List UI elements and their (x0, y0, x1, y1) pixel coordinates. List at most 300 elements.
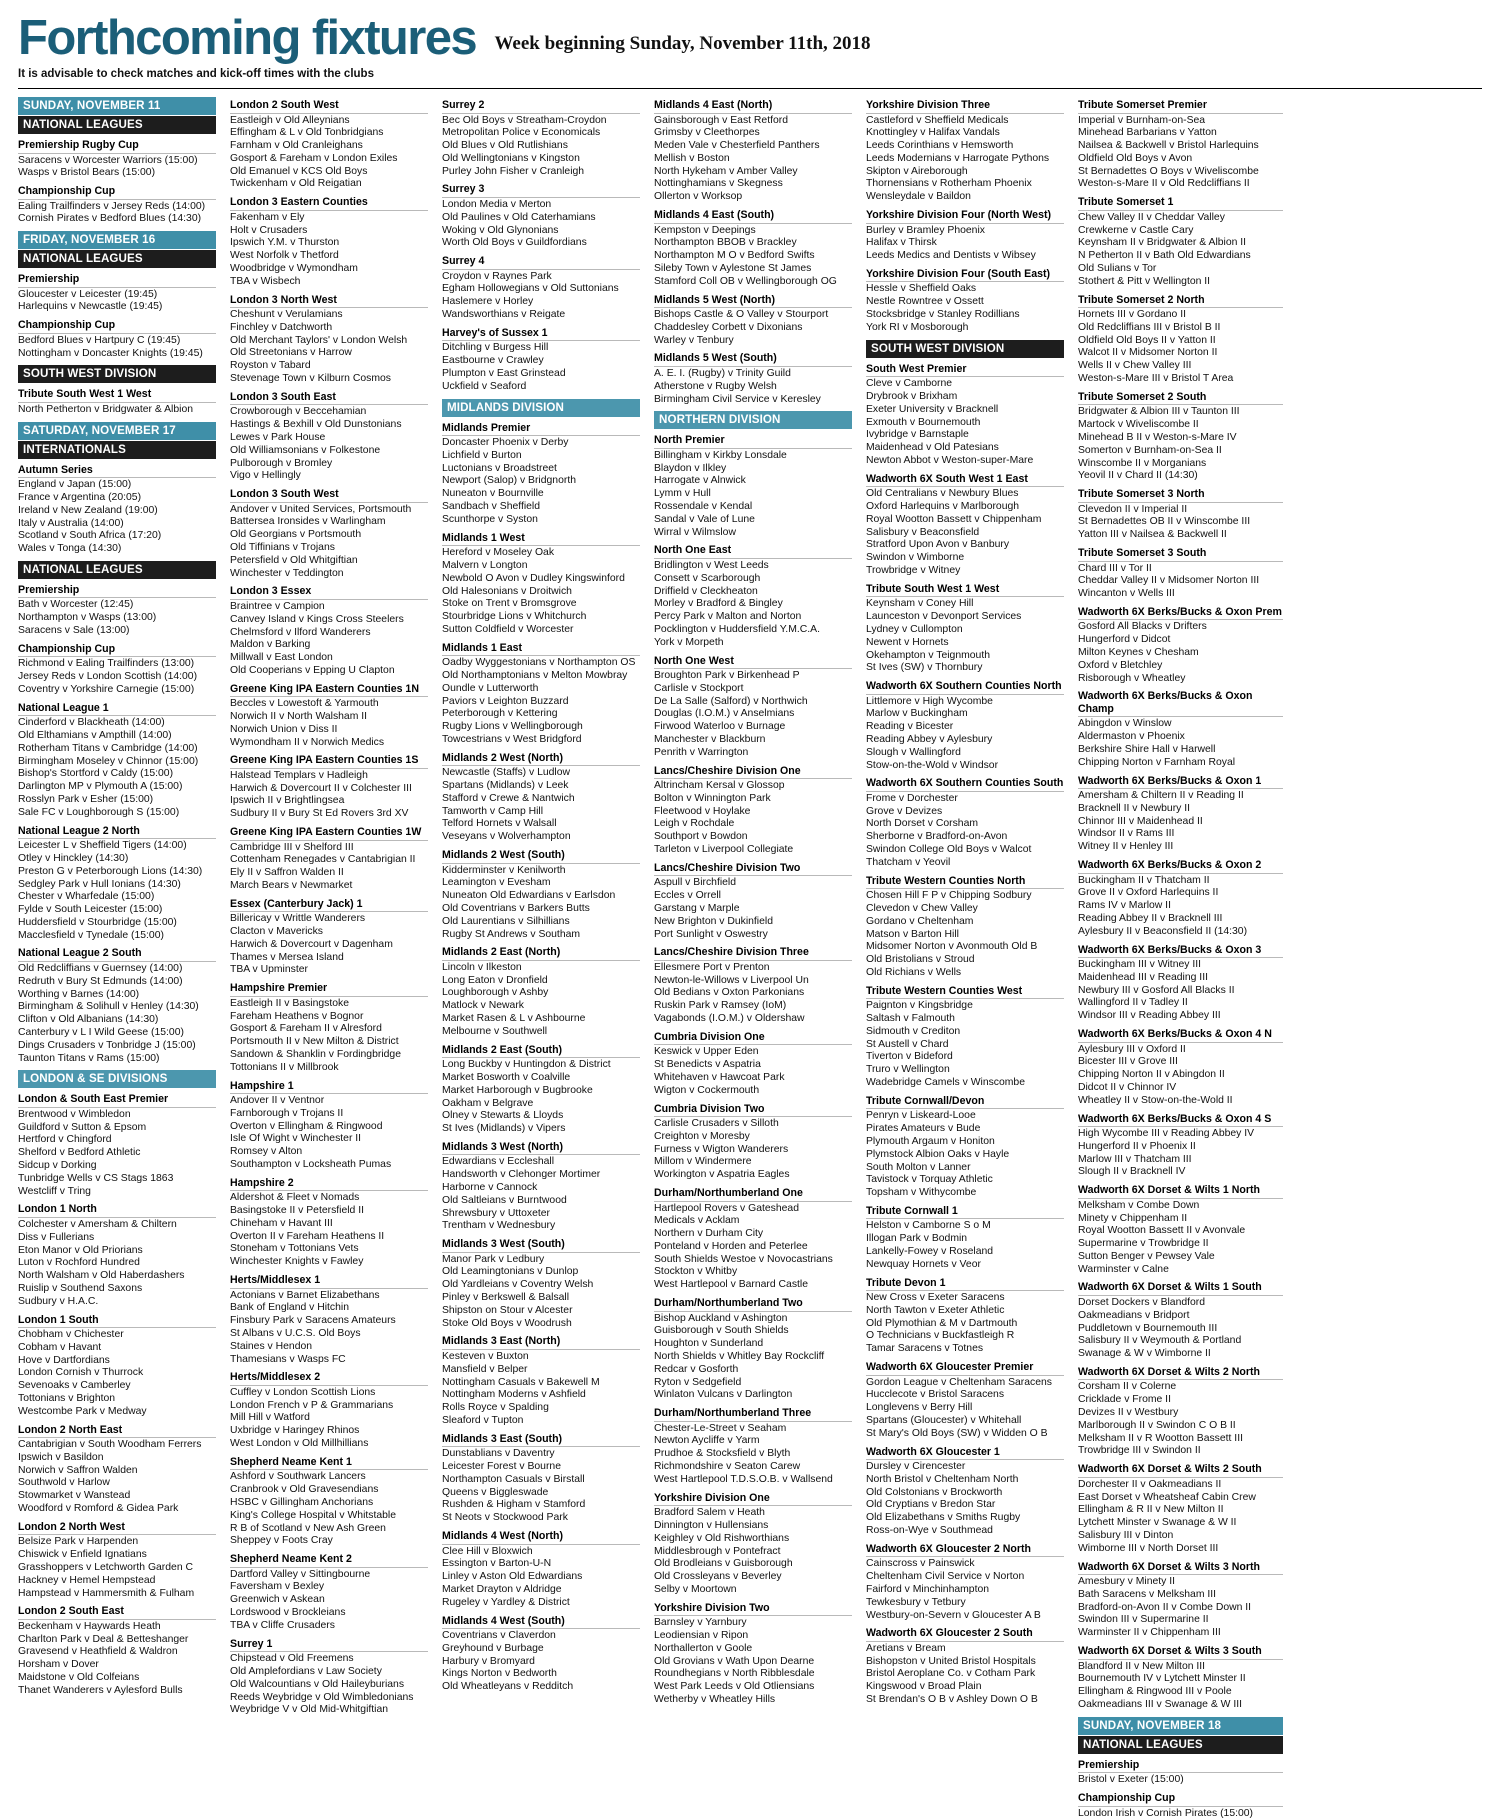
fixture-item: Dursley v Cirencester (866, 1461, 1064, 1474)
fixture-item: Stourbridge Lions v Whitchurch (442, 611, 640, 624)
fixture-item: Royston v Tabard (230, 360, 428, 373)
fixture-item: Risborough v Wheatley (1078, 673, 1283, 686)
fixture-item: North Walsham v Old Haberdashers (18, 1270, 216, 1283)
fixture-item: Kings Norton v Bedworth (442, 1668, 640, 1681)
fixture-item: Puddletown v Bournemouth III (1078, 1323, 1283, 1336)
fixture-item: Old Walcountians v Old Haileyburians (230, 1679, 428, 1692)
league-divider (654, 778, 852, 779)
fixture-item: Newton Aycliffe v Yarm (654, 1435, 852, 1448)
fixture-item: Old Wheatleyans v Redditch (442, 1681, 640, 1694)
fixture-list (654, 560, 852, 650)
league-divider (654, 1201, 852, 1202)
fixture-item: Plymouth Argaum v Honiton (866, 1136, 1064, 1149)
fixture-list (654, 115, 852, 205)
fixture-item: Portsmouth II v New Milton & District (230, 1036, 428, 1049)
fixture-item: Uckfield v Seaford (442, 381, 640, 394)
fixture-item: Harwich & Dovercourt v Dagenham (230, 939, 428, 952)
fixture-list (442, 115, 640, 179)
league-heading: London 1 South (18, 1314, 216, 1327)
fixture-item: Nottingham Moderns v Ashfield (442, 1389, 640, 1402)
fixture-item: Rams IV v Marlow II (1078, 900, 1283, 913)
fixture-item: Roundhegians v North Ribblesdale (654, 1668, 852, 1681)
fixture-list (866, 115, 1064, 205)
league-heading: Herts/Middlesex 1 (230, 1274, 428, 1287)
fixture-list (866, 890, 1064, 980)
fixture-item: Richmondshire v Seaton Carew (654, 1461, 852, 1474)
fixture-item: Newton-le-Willows v Liverpool Un (654, 975, 852, 988)
league-heading: Tribute Somerset 2 South (1078, 391, 1283, 404)
fixture-item: Garstang v Marple (654, 903, 852, 916)
fixture-item: Harlequins v Newcastle (19:45) (18, 301, 216, 314)
fixture-item: Milton Keynes v Chesham (1078, 647, 1283, 660)
fixture-item: Old Streetonians v Harrow (230, 347, 428, 360)
fixture-item: Dinnington v Hullensians (654, 1520, 852, 1533)
league-heading: Wadworth 6X Gloucester 1 (866, 1446, 1064, 1459)
fixture-item: Stevenage Town v Kilburn Cosmos (230, 373, 428, 386)
league-divider (230, 113, 428, 114)
fixture-item: Salisbury v Beaconsfield (866, 527, 1064, 540)
fixture-item: Thanet Wanderers v Aylesford Bulls (18, 1685, 216, 1698)
league-divider (18, 1619, 216, 1620)
fixture-item: Hackney v Hemel Hempstead (18, 1575, 216, 1588)
league-divider (18, 1437, 216, 1438)
league-divider (866, 694, 1064, 695)
fixture-item: Chipping Norton II v Abingdon II (1078, 1069, 1283, 1082)
fixture-list (654, 1617, 852, 1707)
fixture-item: Gainsborough v East Retford (654, 115, 852, 128)
fixture-item: Sidmouth v Crediton (866, 1026, 1064, 1039)
fixture-item: Nuneaton Old Edwardians v Earlsdon (442, 890, 640, 903)
fixture-item: Old Northamptonians v Melton Mowbray (442, 670, 640, 683)
fixture-list (654, 962, 852, 1026)
fixture-item: Ireland v New Zealand (19:00) (18, 505, 216, 518)
league-divider (866, 1556, 1064, 1557)
league-divider (18, 715, 216, 716)
fixture-item: Birmingham Moseley v Chinnor (15:00) (18, 756, 216, 769)
fixture-item: Petersfield v Old Whitgiftian (230, 555, 428, 568)
fixture-item: New Cross v Exeter Saracens (866, 1292, 1064, 1305)
fixture-item: Northampton M O v Bedford Swifts (654, 250, 852, 263)
league-heading: Surrey 4 (442, 255, 640, 268)
league-divider (1078, 1574, 1283, 1575)
fixture-item: Swindon v Wimborne (866, 552, 1064, 565)
fixture-item: Old Laurentians v Silhillians (442, 916, 640, 929)
fixture-item: Cuffley v London Scottish Lions (230, 1387, 428, 1400)
fixture-item: Jersey Reds v London Scottish (14:00) (18, 671, 216, 684)
fixture-item: Harrogate v Alnwick (654, 475, 852, 488)
fixture-list (1078, 875, 1283, 939)
fixture-item: Cantabrigian v South Woodham Ferrers (18, 1439, 216, 1452)
fixture-item: Warminster v Calne (1078, 1264, 1283, 1277)
fixtures-column (1078, 97, 1283, 1820)
fixture-item: Marlow III v Thatcham III (1078, 1154, 1283, 1167)
fixture-item: Wetherby v Wheatley Hills (654, 1694, 852, 1707)
fixture-list (18, 335, 216, 361)
fixture-item: Uxbridge v Haringey Rhinos (230, 1425, 428, 1438)
section-header-bar: NATIONAL LEAGUES (18, 561, 216, 579)
fixture-item: Ruskin Park v Ramsey (IoM) (654, 1000, 852, 1013)
fixture-item: Kidderminster v Kenilworth (442, 865, 640, 878)
fixture-item: Chester v Wharfedale (15:00) (18, 891, 216, 904)
fixture-item: Redcar v Gosforth (654, 1364, 852, 1377)
fixture-item: Chew Valley II v Cheddar Valley (1078, 212, 1283, 225)
fixture-item: Leamington v Evesham (442, 877, 640, 890)
fixture-item: Buckingham II v Thatcham II (1078, 875, 1283, 888)
fixture-item: Salisbury III v Dinton (1078, 1530, 1283, 1543)
fixture-item: Cinderford v Blackheath (14:00) (18, 717, 216, 730)
fixture-item: Trowbridge v Witney (866, 565, 1064, 578)
fixture-list (230, 698, 428, 749)
fixture-item: Rugby St Andrews v Southam (442, 929, 640, 942)
fixture-item: Dunstablians v Daventry (442, 1448, 640, 1461)
league-divider (866, 888, 1064, 889)
fixture-list (866, 1461, 1064, 1538)
fixture-item: Farnborough v Trojans II (230, 1108, 428, 1121)
league-heading: Essex (Canterbury Jack) 1 (230, 898, 428, 911)
fixture-list (1078, 1044, 1283, 1108)
fixture-list (230, 1095, 428, 1172)
fixture-item: Fairford v Minchinhampton (866, 1584, 1064, 1597)
fixture-item: Houghton v Sunderland (654, 1338, 852, 1351)
league-divider (230, 696, 428, 697)
league-heading: Wadworth 6X Berks/Bucks & Oxon 1 (1078, 775, 1283, 788)
fixture-item: Beccles v Lowestoft & Yarmouth (230, 698, 428, 711)
league-heading: Lancs/Cheshire Division Three (654, 946, 852, 959)
fixture-item: Walcot II v Midsomer Norton II (1078, 347, 1283, 360)
fixture-list (866, 1000, 1064, 1090)
fixture-item: Cottenham Renegades v Cantabrigian II (230, 854, 428, 867)
league-heading: North Premier (654, 434, 852, 447)
fixture-list (18, 1109, 216, 1199)
fixture-item: East Dorset v Wheatsheaf Cabin Crew (1078, 1492, 1283, 1505)
fixture-item: Preston G v Peterborough Lions (14:30) (18, 866, 216, 879)
league-divider (18, 333, 216, 334)
fixture-item: Norwich II v North Walsham II (230, 711, 428, 724)
fixture-list (18, 599, 216, 637)
masthead-note: It is advisable to check matches and kick-off times with the clubs (18, 68, 1482, 80)
fixture-item: Wigton v Cockermouth (654, 1085, 852, 1098)
league-divider (654, 448, 852, 449)
league-heading: Tribute Somerset 1 (1078, 196, 1283, 209)
fixture-item: Greyhound v Burbage (442, 1643, 640, 1656)
fixture-item: North Dorset v Corsham (866, 818, 1064, 831)
fixture-item: Queens v Biggleswade (442, 1487, 640, 1500)
fixture-item: Clacton v Mavericks (230, 926, 428, 939)
fixture-item: Frome v Dorchester (866, 793, 1064, 806)
fixture-list (442, 199, 640, 250)
fixture-item: Loughborough v Ashby (442, 987, 640, 1000)
fixture-item: Old Amplefordians v Law Society (230, 1666, 428, 1679)
fixture-list (654, 368, 852, 406)
fixture-item: Southampton v Locksheath Pumas (230, 1159, 428, 1172)
fixture-item: Wandsworthians v Reigate (442, 309, 640, 322)
fixture-list (230, 913, 428, 977)
league-heading: Wadworth 6X Dorset & Wilts 1 South (1078, 1281, 1283, 1294)
fixture-item: North Bristol v Cheltenham North (866, 1474, 1064, 1487)
league-heading: Tribute Somerset 3 North (1078, 488, 1283, 501)
fixture-item: Didcot II v Chinnor IV (1078, 1082, 1283, 1095)
fixture-item: Ellingham & R II v New Milton II (1078, 1504, 1283, 1517)
league-divider (18, 656, 216, 657)
league-heading: Premiership Rugby Cup (18, 139, 216, 152)
fixture-item: Skipton v Aireborough (866, 166, 1064, 179)
fixture-item: Eton Manor v Old Priorians (18, 1245, 216, 1258)
fixture-item: Newbury III v Gosford All Blacks II (1078, 985, 1283, 998)
fixture-item: North Hykeham v Amber Valley (654, 166, 852, 179)
fixture-item: Woodford v Romford & Gidea Park (18, 1503, 216, 1516)
fixture-item: Ely II v Saffron Walden II (230, 867, 428, 880)
fixture-item: Wimborne III v North Dorset III (1078, 1543, 1283, 1556)
fixture-item: Aspull v Birchfield (654, 877, 852, 890)
league-heading: Wadworth 6X Berks/Bucks & Oxon Champ (1078, 690, 1283, 715)
league-divider (1078, 113, 1283, 114)
fixture-item: Chard III v Tor II (1078, 563, 1283, 576)
fixture-list (442, 865, 640, 942)
fixture-item: Woodbridge v Wymondham (230, 263, 428, 276)
fixture-item: Chiswick v Enfield Ignatians (18, 1549, 216, 1562)
fixture-list (18, 963, 216, 1065)
fixture-item: Old Williamsonians v Folkestone (230, 445, 428, 458)
fixture-list (654, 1423, 852, 1487)
fixture-item: Wheatley II v Stow-on-the-Wold II (1078, 1095, 1283, 1108)
fixture-item: Stamford Coll OB v Wellingborough OG (654, 276, 852, 289)
fixture-item: Thamesians v Wasps FC (230, 1354, 428, 1367)
fixture-item: Canvey Island v Kings Cross Steelers (230, 614, 428, 627)
fixture-item: Prudhoe & Stocksfield v Blyth (654, 1448, 852, 1461)
league-divider (1078, 1042, 1283, 1043)
fixture-list (1078, 563, 1283, 601)
fixture-item: Oadby Wyggestonians v Northampton OS (442, 657, 640, 670)
league-heading: Cumbria Division Two (654, 1103, 852, 1116)
fixture-item: Illogan Park v Bodmin (866, 1233, 1064, 1246)
fixture-item: Eastleigh v Old Alleynians (230, 115, 428, 128)
fixture-list (18, 1439, 216, 1516)
fixture-list (442, 547, 640, 637)
fixture-list (1078, 1297, 1283, 1361)
fixture-item: Shipston on Stour v Alcester (442, 1305, 640, 1318)
fixture-item: Matson v Barton Hill (866, 929, 1064, 942)
fixture-item: Morley v Bradford & Bingley (654, 598, 852, 611)
fixture-item: Stoke Old Boys v Woodrush (442, 1318, 640, 1331)
fixture-list (1078, 1381, 1283, 1458)
fixture-item: Tottonians II v Millbrook (230, 1062, 428, 1075)
section-header-bar: NATIONAL LEAGUES (18, 250, 216, 268)
fixture-list (442, 767, 640, 844)
fixture-item: Grimsby v Cleethorpes (654, 127, 852, 140)
fixture-item: Newent v Hornets (866, 637, 1064, 650)
fixture-item: St Brendan's O B v Ashley Down O B (866, 1694, 1064, 1707)
fixture-item: Dartford Valley v Sittingbourne (230, 1569, 428, 1582)
fixture-item: A. E. I. (Rugby) v Trinity Guild (654, 368, 852, 381)
league-divider (1078, 1295, 1283, 1296)
fixture-item: Bishop Auckland v Ashington (654, 1313, 852, 1326)
fixture-list (230, 1192, 428, 1269)
league-heading: Yorkshire Division Four (South East) (866, 268, 1064, 281)
fixture-item: Sudbury II v Bury St Ed Rovers 3rd XV (230, 808, 428, 821)
fixture-item: Yatton III v Nailsea & Backwell II (1078, 529, 1283, 542)
fixture-item: Crewkerne v Castle Cary (1078, 225, 1283, 238)
fixture-item: Old Redcliffians v Guernsey (14:00) (18, 963, 216, 976)
fixture-list (654, 1046, 852, 1097)
fixture-item: Sherborne v Bradford-on-Avon (866, 831, 1064, 844)
fixture-item: Weston-s-Mare III v Bristol T Area (1078, 373, 1283, 386)
fixture-item: Richmond v Ealing Trailfinders (13:00) (18, 658, 216, 671)
league-divider (654, 875, 852, 876)
fixture-item: Marlborough II v Swindon C O B II (1078, 1420, 1283, 1433)
league-divider (1078, 502, 1283, 503)
fixture-item: Norwich Union v Diss II (230, 724, 428, 737)
fixture-item: Old Blues v Old Rutlishians (442, 140, 640, 153)
fixture-item: North Shields v Whitley Bay Rockcliff (654, 1351, 852, 1364)
league-heading: Yorkshire Division One (654, 1492, 852, 1505)
fixture-list (866, 283, 1064, 334)
fixture-item: Warminster II v Chippenham III (1078, 1627, 1283, 1640)
fixture-item: Old Bristolians v Stroud (866, 954, 1064, 967)
section-header-bar: SUNDAY, NOVEMBER 18 (1078, 1717, 1283, 1735)
fixture-item: Actonians v Barnet Elizabethans (230, 1290, 428, 1303)
fixture-item: Bank of England v Hitchin (230, 1302, 428, 1315)
section-header-bar: NATIONAL LEAGUES (18, 116, 216, 134)
fixture-item: Imperial v Burnham-on-Sea (1078, 115, 1283, 128)
fixture-item: Stockton v Whitby (654, 1266, 852, 1279)
fixture-item: Leeds Corinthians v Hemsworth (866, 140, 1064, 153)
fixture-item: Lytchett Minster v Swanage & W II (1078, 1517, 1283, 1530)
fixture-item: Sidcup v Dorking (18, 1160, 216, 1173)
fixture-list (1078, 1200, 1283, 1277)
league-heading: Harvey's of Sussex 1 (442, 327, 640, 340)
fixture-list (654, 1203, 852, 1293)
section-header-bar: SOUTH WEST DIVISION (18, 365, 216, 383)
league-heading: Wadworth 6X Southern Counties South (866, 777, 1064, 790)
league-divider (442, 1628, 640, 1629)
fixture-item: Bishops Castle & O Valley v Stourport (654, 309, 852, 322)
league-heading: Premiership (18, 584, 216, 597)
fixture-item: Worth Old Boys v Guildfordians (442, 237, 640, 250)
fixture-item: Sandal v Vale of Lune (654, 514, 852, 527)
fixture-list (654, 309, 852, 347)
fixture-item: March Bears v Newmarket (230, 880, 428, 893)
fixture-item: Holt v Crusaders (230, 225, 428, 238)
fixture-item: Lankelly-Fowey v Roseland (866, 1246, 1064, 1259)
fixture-item: Swindon III v Supermarine II (1078, 1614, 1283, 1627)
fixture-item: Fakenham v Ely (230, 212, 428, 225)
fixture-item: Bradford-on-Avon II v Combe Down II (1078, 1602, 1283, 1615)
fixture-item: Drybrook v Brixham (866, 391, 1064, 404)
league-heading: Tribute Cornwall/Devon (866, 1095, 1064, 1108)
fixture-item: Percy Park v Malton and Norton (654, 611, 852, 624)
fixture-item: Billingham v Kirkby Lonsdale (654, 450, 852, 463)
league-divider (1078, 210, 1283, 211)
fixture-list (442, 962, 640, 1039)
fixture-item: Old Emanuel v KCS Old Boys (230, 166, 428, 179)
fixture-item: Old Redcliffians III v Bristol B II (1078, 322, 1283, 335)
fixture-item: Stocksbridge v Stanley Rodillians (866, 309, 1064, 322)
fixture-list (1078, 959, 1283, 1023)
league-divider (654, 1421, 852, 1422)
fixture-list (1078, 621, 1283, 685)
fixture-item: Wallingford II v Tadley II (1078, 997, 1283, 1010)
fixture-item: Tavistock v Torquay Athletic (866, 1174, 1064, 1187)
fixture-item: Old Cooperians v Epping U Clapton (230, 665, 428, 678)
fixture-list (866, 696, 1064, 773)
fixture-item: Thames v Mersea Island (230, 952, 428, 965)
fixture-item: Bridgwater & Albion III v Taunton III (1078, 406, 1283, 419)
fixture-item: Coventry v Yorkshire Carnegie (15:00) (18, 684, 216, 697)
fixture-item: Old Sulians v Tor (1078, 263, 1283, 276)
fixture-item: Littlemore v High Wycombe (866, 696, 1064, 709)
fixture-item: N Petherton II v Bath Old Edwardians (1078, 250, 1283, 263)
fixture-item: Bath Saracens v Melksham III (1078, 1589, 1283, 1602)
fixture-list (230, 504, 428, 581)
fixture-list (230, 212, 428, 289)
league-heading: Greene King IPA Eastern Counties 1W (230, 826, 428, 839)
fixture-item: Peterborough v Kettering (442, 708, 640, 721)
fixture-item: Vigo v Hellingly (230, 470, 428, 483)
section-header-bar: NORTHERN DIVISION (654, 411, 852, 429)
fixture-item: Firwood Waterloo v Burnage (654, 721, 852, 734)
fixture-item: Hungerford II v Phoenix II (1078, 1141, 1283, 1154)
league-heading: Durham/Northumberland Three (654, 1407, 852, 1420)
fixture-item: Old Brodleians v Guisborough (654, 1558, 852, 1571)
league-heading: Tribute South West 1 West (18, 388, 216, 401)
fixture-item: Keswick v Upper Eden (654, 1046, 852, 1059)
league-heading: Championship Cup (18, 643, 216, 656)
fixture-list (1078, 1661, 1283, 1712)
fixture-item: Northallerton v Goole (654, 1643, 852, 1656)
fixture-item: Old Elthamians v Ampthill (14:00) (18, 730, 216, 743)
fixture-item: Dorchester II v Oakmeadians II (1078, 1479, 1283, 1492)
fixture-item: O Technicians v Buckfastleigh R (866, 1330, 1064, 1343)
league-heading: North One West (654, 655, 852, 668)
fixture-item: Clifton v Old Albanians (14:30) (18, 1014, 216, 1027)
fixture-item: Doncaster Phoenix v Derby (442, 437, 640, 450)
fixture-item: Tunbridge Wells v CS Stags 1863 (18, 1173, 216, 1186)
league-divider (442, 960, 640, 961)
league-divider (654, 366, 852, 367)
fixture-item: Corsham II v Colerne (1078, 1381, 1283, 1394)
fixture-item: Tamworth v Camp Hill (442, 806, 640, 819)
fixture-item: Truro v Wellington (866, 1064, 1064, 1077)
fixture-item: Old Merchant Taylors' v London Welsh (230, 335, 428, 348)
fixture-item: De La Salle (Salford) v Northwich (654, 696, 852, 709)
league-divider (230, 768, 428, 769)
section-header-bar: SUNDAY, NOVEMBER 11 (18, 97, 216, 115)
fixtures-column (230, 97, 428, 1820)
fixture-item: Bridlington v West Leeds (654, 560, 852, 573)
fixture-item: Somerton v Burnham-on-Sea II (1078, 445, 1283, 458)
league-divider (442, 1154, 640, 1155)
fixture-item: Swanage & W v Wimborne II (1078, 1348, 1283, 1361)
fixture-item: Devizes II v Westbury (1078, 1407, 1283, 1420)
fixture-item: Hessle v Sheffield Oaks (866, 283, 1064, 296)
fixture-list (1078, 1808, 1283, 1820)
fixture-item: Whitehaven v Hawcoat Park (654, 1072, 852, 1085)
league-divider (442, 765, 640, 766)
fixture-item: West Hartlepool v Barnard Castle (654, 1279, 852, 1292)
fixture-item: Southport v Bowdon (654, 831, 852, 844)
fixture-list (1078, 1774, 1283, 1787)
fixture-item: Windsor II v Rams III (1078, 828, 1283, 841)
fixture-item: Old Halesonians v Droitwich (442, 586, 640, 599)
fixture-item: Essington v Barton-U-N (442, 1558, 640, 1571)
section-header-bar: INTERNATIONALS (18, 441, 216, 459)
league-heading: Wadworth 6X Dorset & Wilts 2 South (1078, 1463, 1283, 1476)
section-header-bar: LONDON & SE DIVISIONS (18, 1070, 216, 1088)
fixture-item: Leeds Medics and Dentists v Wibsey (866, 250, 1064, 263)
league-heading: London 3 South West (230, 488, 428, 501)
fixture-item: Egham Hollowegians v Old Suttonians (442, 283, 640, 296)
league-divider (866, 998, 1064, 999)
